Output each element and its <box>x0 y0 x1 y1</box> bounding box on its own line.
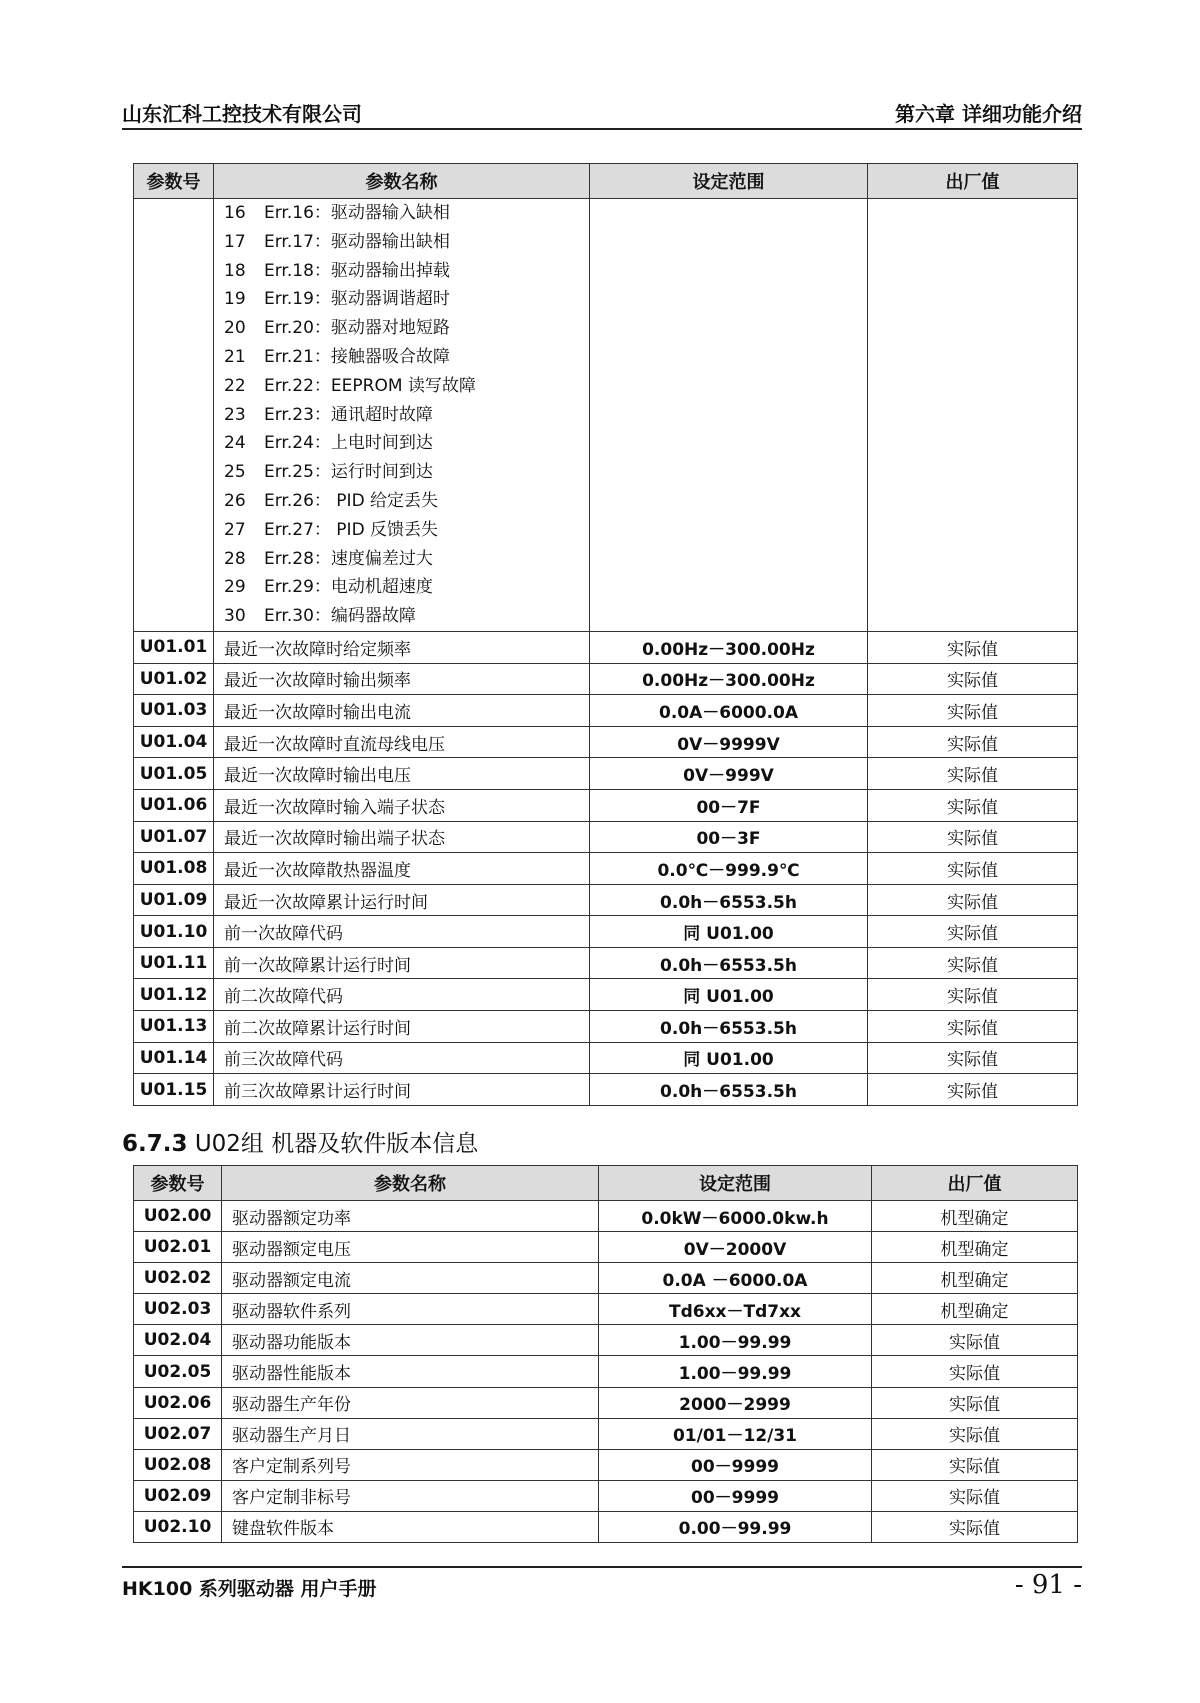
fault-description: Err.23：通讯超时故障 <box>264 404 433 425</box>
table-row <box>134 663 1078 695</box>
table-header-row <box>134 164 1078 199</box>
param-code: U01.09 <box>134 884 214 916</box>
param-name: 最近一次故障时输出端子状态 <box>214 821 590 853</box>
fault-list-item <box>224 372 589 401</box>
col-header-default: 出厂值 <box>868 164 1078 199</box>
param-name: 最近一次故障累计运行时间 <box>214 884 590 916</box>
param-name: 驱动器额定电压 <box>222 1232 599 1263</box>
param-default: 实际值 <box>872 1325 1078 1356</box>
section-number: 6.7.3 <box>122 1131 188 1157</box>
fault-list-item <box>224 343 589 372</box>
param-name: 前二次故障代码 <box>214 979 590 1011</box>
param-range: 0.0h－6553.5h <box>590 884 868 916</box>
param-name: 前一次故障代码 <box>214 916 590 948</box>
fault-list-item <box>224 429 589 458</box>
fault-list-cell <box>214 199 590 632</box>
param-name: 最近一次故障时输出电流 <box>214 695 590 727</box>
param-range: 0V－9999V <box>590 726 868 758</box>
param-name: 前一次故障累计运行时间 <box>214 947 590 979</box>
param-code: U01.15 <box>134 1074 214 1106</box>
fault-number: 16 <box>224 203 246 223</box>
param-range: 0.0kW－6000.0kw.h <box>599 1201 872 1232</box>
table-row <box>134 789 1078 821</box>
param-default: 实际值 <box>868 726 1078 758</box>
param-code: U01.10 <box>134 916 214 948</box>
col-header-code: 参数号 <box>134 164 214 199</box>
param-range: 00－9999 <box>599 1480 872 1511</box>
fault-number: 27 <box>224 519 246 540</box>
u01-parameter-table <box>133 163 1078 1106</box>
param-default: 实际值 <box>868 758 1078 790</box>
fault-description: Err.28：速度偏差过大 <box>264 548 433 569</box>
param-range: 0.0A－6000.0A <box>590 695 868 727</box>
param-default: 实际值 <box>872 1511 1078 1542</box>
fault-list-item <box>224 257 589 286</box>
page-number: - 91 - <box>1014 1570 1082 1600</box>
param-code: U01.06 <box>134 789 214 821</box>
param-code: U01.05 <box>134 758 214 790</box>
param-name: 最近一次故障时输出电压 <box>214 758 590 790</box>
param-default: 实际值 <box>872 1480 1078 1511</box>
param-name: 客户定制系列号 <box>222 1449 599 1480</box>
param-range: 0.0h－6553.5h <box>590 1074 868 1106</box>
param-code: U01.12 <box>134 979 214 1011</box>
table-row <box>134 1418 1078 1449</box>
table-row <box>134 1294 1078 1325</box>
param-range: 0.0h－6553.5h <box>590 947 868 979</box>
page-footer <box>122 1566 1082 1606</box>
company-name: 山东汇科工控技术有限公司 <box>122 102 362 126</box>
param-code: U01.14 <box>134 1042 214 1074</box>
param-default: 实际值 <box>872 1387 1078 1418</box>
param-default: 实际值 <box>868 916 1078 948</box>
param-code: U01.03 <box>134 695 214 727</box>
fault-number: 18 <box>224 260 246 281</box>
param-default: 机型确定 <box>872 1294 1078 1325</box>
fault-number: 25 <box>224 462 246 483</box>
param-default: 实际值 <box>868 695 1078 727</box>
param-code: U01.04 <box>134 726 214 758</box>
table-row <box>134 947 1078 979</box>
param-name: 最近一次故障时输出频率 <box>214 663 590 695</box>
table-row <box>134 1232 1078 1263</box>
fault-list-item <box>224 545 589 574</box>
col-header-range: 设定范围 <box>599 1166 872 1201</box>
table-row <box>134 1480 1078 1511</box>
table-row <box>134 1074 1078 1106</box>
param-range: 0.00－99.99 <box>599 1511 872 1542</box>
table-row <box>134 1449 1078 1480</box>
param-name: 驱动器软件系列 <box>222 1294 599 1325</box>
param-default: 机型确定 <box>872 1201 1078 1232</box>
table-row <box>134 884 1078 916</box>
table-row <box>134 916 1078 948</box>
param-default: 实际值 <box>868 1011 1078 1043</box>
fault-description: Err.16：驱动器输入缺相 <box>264 203 450 223</box>
fault-description: Err.24：上电时间到达 <box>264 433 433 454</box>
table-row <box>134 1356 1078 1387</box>
param-range: 同 U01.00 <box>590 916 868 948</box>
param-name: 最近一次故障时直流母线电压 <box>214 726 590 758</box>
table-row <box>134 853 1078 885</box>
param-name: 驱动器生产月日 <box>222 1418 599 1449</box>
table-row <box>134 726 1078 758</box>
col-header-default: 出厂值 <box>872 1166 1078 1201</box>
fault-description: Err.27： PID 反馈丢失 <box>264 519 439 540</box>
param-default: 实际值 <box>872 1356 1078 1387</box>
param-name: 前三次故障代码 <box>214 1042 590 1074</box>
page-header <box>122 98 1082 130</box>
param-code: U02.03 <box>134 1294 222 1325</box>
param-name: 驱动器生产年份 <box>222 1387 599 1418</box>
table-header-row <box>134 1166 1078 1201</box>
fault-number: 29 <box>224 577 246 598</box>
fault-list-item <box>224 401 589 430</box>
fault-list-item <box>224 314 589 343</box>
fault-number: 26 <box>224 490 246 511</box>
chapter-title: 第六章 详细功能介绍 <box>895 102 1082 126</box>
fault-number: 30 <box>224 606 246 627</box>
param-name: 客户定制非标号 <box>222 1480 599 1511</box>
param-code: U01.11 <box>134 947 214 979</box>
fault-description: Err.22：EEPROM 读写故障 <box>264 375 476 396</box>
fault-list-item <box>224 487 589 516</box>
param-range: Td6xx－Td7xx <box>599 1294 872 1325</box>
fault-description: Err.17：驱动器输出缺相 <box>264 231 450 252</box>
fault-number: 21 <box>224 346 246 367</box>
section-heading <box>122 1125 478 1158</box>
param-default: 机型确定 <box>872 1263 1078 1294</box>
param-default: 实际值 <box>868 947 1078 979</box>
table-row <box>134 821 1078 853</box>
table-row <box>134 1201 1078 1232</box>
param-range: 0.0℃－999.9℃ <box>590 853 868 885</box>
fault-number: 19 <box>224 289 246 310</box>
param-code: U02.09 <box>134 1480 222 1511</box>
param-name: 前二次故障累计运行时间 <box>214 1011 590 1043</box>
fault-list-item <box>224 228 589 257</box>
fault-number: 28 <box>224 548 246 569</box>
fault-description: Err.30：编码器故障 <box>264 606 416 627</box>
param-range: 1.00－99.99 <box>599 1325 872 1356</box>
fault-list-default-cell <box>868 199 1078 632</box>
param-name: 最近一次故障时输入端子状态 <box>214 789 590 821</box>
param-range: 01/01－12/31 <box>599 1418 872 1449</box>
fault-description: Err.29：电动机超速度 <box>264 577 433 598</box>
param-range: 同 U01.00 <box>590 979 868 1011</box>
param-range: 0V－2000V <box>599 1232 872 1263</box>
section-title: U02组 机器及软件版本信息 <box>194 1131 479 1157</box>
param-range: 00－7F <box>590 789 868 821</box>
param-default: 实际值 <box>868 663 1078 695</box>
param-code: U02.08 <box>134 1449 222 1480</box>
fault-list-item <box>224 285 589 314</box>
param-range: 0.00Hz－300.00Hz <box>590 663 868 695</box>
param-name: 最近一次故障时给定频率 <box>214 631 590 663</box>
table-row <box>134 1325 1078 1356</box>
param-code: U02.05 <box>134 1356 222 1387</box>
param-code: U01.08 <box>134 853 214 885</box>
col-header-name: 参数名称 <box>214 164 590 199</box>
table-row <box>134 631 1078 663</box>
param-range: 00－3F <box>590 821 868 853</box>
table-row <box>134 1042 1078 1074</box>
fault-list-item <box>224 602 589 631</box>
param-name: 键盘软件版本 <box>222 1511 599 1542</box>
fault-description: Err.25：运行时间到达 <box>264 462 433 483</box>
fault-number: 24 <box>224 433 246 454</box>
fault-list-item <box>224 458 589 487</box>
manual-title: HK100 系列驱动器 用户手册 <box>122 1578 377 1600</box>
fault-list-item <box>224 516 589 545</box>
param-code: U02.06 <box>134 1387 222 1418</box>
col-header-range: 设定范围 <box>590 164 868 199</box>
fault-list-code-cell <box>134 199 214 632</box>
param-code: U02.04 <box>134 1325 222 1356</box>
param-code: U02.02 <box>134 1263 222 1294</box>
col-header-name: 参数名称 <box>222 1166 599 1201</box>
param-code: U02.00 <box>134 1201 222 1232</box>
param-code: U02.10 <box>134 1511 222 1542</box>
param-name: 驱动器性能版本 <box>222 1356 599 1387</box>
fault-number: 20 <box>224 318 246 339</box>
table-row <box>134 1011 1078 1043</box>
param-name: 驱动器功能版本 <box>222 1325 599 1356</box>
fault-description: Err.21：接触器吸合故障 <box>264 346 450 367</box>
fault-list-item <box>224 573 589 602</box>
fault-number: 17 <box>224 231 246 252</box>
table-row <box>134 758 1078 790</box>
param-range: 0.0A －6000.0A <box>599 1263 872 1294</box>
fault-list-range-cell <box>590 199 868 632</box>
param-default: 实际值 <box>868 1042 1078 1074</box>
param-code: U02.07 <box>134 1418 222 1449</box>
param-code: U01.01 <box>134 631 214 663</box>
param-default: 实际值 <box>868 853 1078 885</box>
param-default: 实际值 <box>868 631 1078 663</box>
param-default: 实际值 <box>872 1418 1078 1449</box>
param-default: 机型确定 <box>872 1232 1078 1263</box>
col-header-code: 参数号 <box>134 1166 222 1201</box>
fault-list-item <box>224 199 589 228</box>
table-row <box>134 695 1078 727</box>
param-range: 1.00－99.99 <box>599 1356 872 1387</box>
param-name: 驱动器额定电流 <box>222 1263 599 1294</box>
param-name: 前三次故障累计运行时间 <box>214 1074 590 1106</box>
fault-number: 23 <box>224 404 246 425</box>
param-default: 实际值 <box>872 1449 1078 1480</box>
param-name: 驱动器额定功率 <box>222 1201 599 1232</box>
fault-list-row <box>134 199 1078 632</box>
param-range: 0V－999V <box>590 758 868 790</box>
fault-number: 22 <box>224 375 246 396</box>
param-code: U02.01 <box>134 1232 222 1263</box>
param-range: 0.0h－6553.5h <box>590 1011 868 1043</box>
param-default: 实际值 <box>868 821 1078 853</box>
param-default: 实际值 <box>868 789 1078 821</box>
table-row <box>134 979 1078 1011</box>
param-code: U01.13 <box>134 1011 214 1043</box>
param-range: 0.00Hz－300.00Hz <box>590 631 868 663</box>
param-code: U01.07 <box>134 821 214 853</box>
param-default: 实际值 <box>868 884 1078 916</box>
table-row <box>134 1263 1078 1294</box>
table-row <box>134 1511 1078 1542</box>
param-range: 00－9999 <box>599 1449 872 1480</box>
param-code: U01.02 <box>134 663 214 695</box>
param-name: 最近一次故障散热器温度 <box>214 853 590 885</box>
fault-description: Err.19：驱动器调谐超时 <box>264 289 450 310</box>
table-row <box>134 1387 1078 1418</box>
fault-description: Err.18：驱动器输出掉载 <box>264 260 450 281</box>
param-range: 同 U01.00 <box>590 1042 868 1074</box>
param-range: 2000－2999 <box>599 1387 872 1418</box>
u02-parameter-table <box>133 1165 1078 1543</box>
fault-description: Err.20：驱动器对地短路 <box>264 318 450 339</box>
param-default: 实际值 <box>868 1074 1078 1106</box>
param-default: 实际值 <box>868 979 1078 1011</box>
fault-description: Err.26： PID 给定丢失 <box>264 490 439 511</box>
